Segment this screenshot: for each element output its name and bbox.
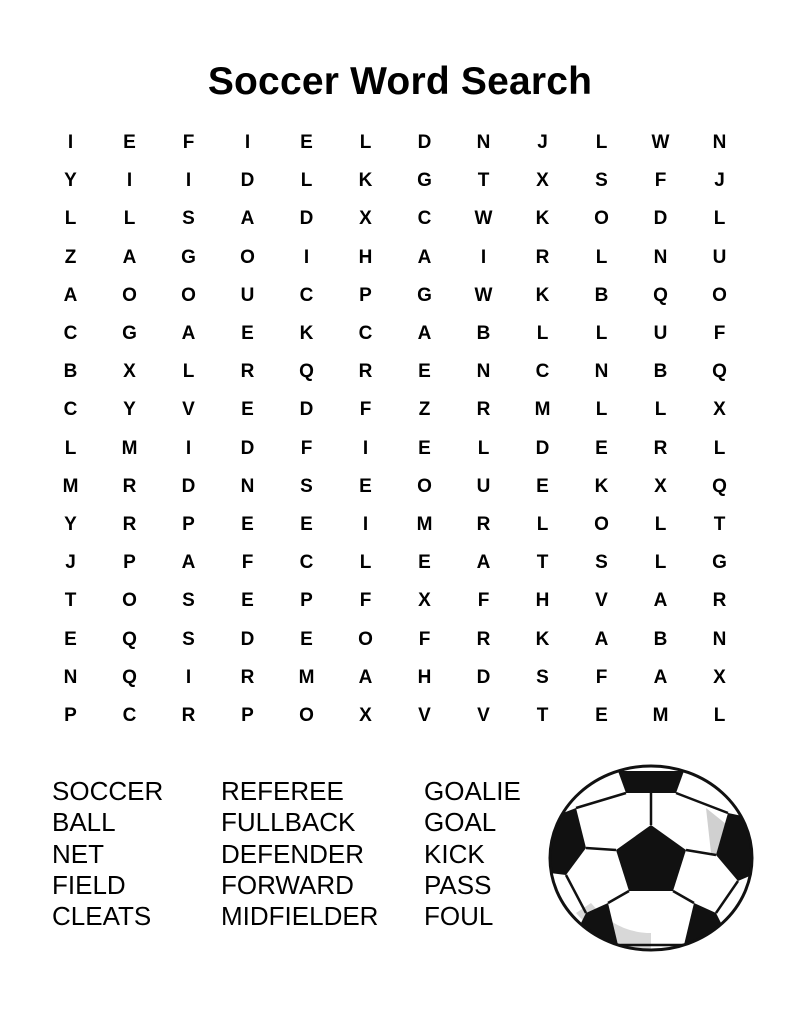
grid-letter: T — [713, 513, 726, 535]
grid-letter: X — [536, 170, 549, 192]
grid-letter: E — [418, 361, 431, 383]
grid-letter: D — [240, 628, 255, 650]
grid-letter: E — [241, 399, 254, 421]
grid-letter: E — [241, 323, 254, 345]
grid-row — [41, 391, 749, 429]
grid-letter: A — [358, 666, 373, 688]
grid-letter: E — [300, 628, 313, 650]
grid-letter: Q — [712, 475, 727, 497]
word-list-item: BALL — [52, 807, 116, 838]
word-list-item: GOAL — [424, 807, 497, 838]
grid-letter: A — [476, 552, 491, 574]
grid-letter: N — [653, 246, 668, 268]
grid-letter: D — [535, 437, 550, 459]
grid-letter: X — [418, 590, 431, 612]
grid-letter: H — [535, 590, 550, 612]
grid-letter: L — [595, 246, 608, 268]
grid-letter: S — [595, 552, 608, 574]
grid-letter: A — [417, 323, 432, 345]
grid-letter: F — [595, 666, 608, 688]
letter-grid — [41, 124, 749, 735]
grid-letter: A — [653, 666, 668, 688]
grid-letter: C — [63, 399, 78, 421]
grid-letter: L — [654, 513, 667, 535]
grid-letter: E — [241, 590, 254, 612]
grid-letter: R — [358, 361, 373, 383]
grid-letter: B — [653, 628, 668, 650]
grid-letter: R — [122, 513, 137, 535]
grid-letter: D — [240, 170, 255, 192]
grid-letter: N — [594, 361, 609, 383]
grid-letter: U — [712, 246, 727, 268]
grid-letter: I — [303, 246, 310, 268]
grid-letter: I — [185, 666, 192, 688]
grid-letter: F — [182, 132, 195, 154]
grid-letter: R — [653, 437, 668, 459]
grid-row — [41, 620, 749, 658]
grid-letter: K — [358, 170, 373, 192]
grid-row — [41, 124, 749, 162]
grid-letter: O — [240, 246, 255, 268]
grid-letter: P — [359, 284, 372, 306]
soccer-ball-icon — [546, 763, 756, 953]
grid-letter: J — [65, 552, 76, 574]
word-list-column-3 — [424, 776, 521, 932]
grid-letter: Q — [122, 628, 137, 650]
grid-letter: A — [181, 552, 196, 574]
grid-letter: A — [63, 284, 78, 306]
grid-letter: E — [300, 132, 313, 154]
grid-letter: L — [359, 132, 372, 154]
grid-letter: M — [298, 666, 315, 688]
grid-letter: Z — [64, 246, 77, 268]
grid-letter: S — [300, 475, 313, 497]
word-list-item: NET — [52, 838, 104, 869]
grid-letter: I — [362, 513, 369, 535]
grid-letter: H — [417, 666, 432, 688]
grid-letter: I — [126, 170, 133, 192]
grid-letter: D — [299, 399, 314, 421]
grid-letter: S — [182, 590, 195, 612]
grid-letter: X — [359, 208, 372, 230]
grid-letter: L — [654, 399, 667, 421]
word-list-item: CLEATS — [52, 901, 152, 932]
grid-letter: X — [713, 666, 726, 688]
grid-row — [41, 697, 749, 735]
grid-letter: S — [182, 628, 195, 650]
grid-letter: L — [536, 513, 549, 535]
word-list-column-1 — [52, 776, 163, 932]
grid-row — [41, 277, 749, 315]
grid-letter: R — [476, 513, 491, 535]
grid-letter: P — [241, 704, 254, 726]
grid-letter: A — [417, 246, 432, 268]
grid-letter: R — [476, 399, 491, 421]
grid-letter: C — [63, 323, 78, 345]
grid-letter: K — [535, 208, 550, 230]
grid-letter: J — [537, 132, 548, 154]
word-list-item: MIDFIELDER — [221, 901, 379, 932]
grid-letter: O — [299, 704, 314, 726]
grid-letter: X — [654, 475, 667, 497]
grid-letter: R — [535, 246, 550, 268]
grid-row — [41, 353, 749, 391]
grid-letter: E — [595, 704, 608, 726]
grid-letter: P — [64, 704, 77, 726]
grid-letter: C — [299, 552, 314, 574]
grid-letter: O — [594, 208, 609, 230]
grid-letter: W — [651, 132, 670, 154]
grid-letter: V — [182, 399, 195, 421]
grid-letter: R — [181, 704, 196, 726]
word-list-item: REFEREE — [221, 776, 344, 806]
grid-letter: L — [713, 704, 726, 726]
grid-letter: L — [359, 552, 372, 574]
page-title: Soccer Word Search — [207, 60, 593, 103]
grid-row — [41, 200, 749, 238]
grid-letter: D — [299, 208, 314, 230]
grid-letter: G — [712, 552, 727, 574]
grid-letter: B — [63, 361, 78, 383]
grid-letter: I — [480, 246, 487, 268]
word-list-item: FORWARD — [221, 869, 354, 900]
word-list-item: KICK — [424, 838, 485, 869]
grid-letter: E — [359, 475, 372, 497]
word-list-item: SOCCER — [52, 776, 164, 806]
grid-letter: R — [476, 628, 491, 650]
grid-letter: T — [536, 552, 549, 574]
grid-letter: A — [240, 208, 255, 230]
grid-letter: P — [123, 552, 136, 574]
grid-letter: O — [181, 284, 196, 306]
grid-row — [41, 659, 749, 697]
grid-letter: A — [653, 590, 668, 612]
grid-letter: O — [122, 284, 137, 306]
grid-letter: L — [595, 323, 608, 345]
grid-letter: T — [536, 704, 549, 726]
grid-letter: E — [64, 628, 77, 650]
grid-letter: I — [185, 170, 192, 192]
grid-letter: L — [64, 437, 77, 459]
grid-letter: T — [64, 590, 77, 612]
grid-letter: F — [241, 552, 254, 574]
grid-letter: F — [477, 590, 490, 612]
grid-letter: Q — [653, 284, 668, 306]
grid-letter: L — [595, 399, 608, 421]
grid-letter: Q — [122, 666, 137, 688]
grid-letter: M — [652, 704, 669, 726]
word-list-item: FOUL — [424, 901, 494, 932]
grid-letter: E — [241, 513, 254, 535]
grid-letter: D — [240, 437, 255, 459]
grid-letter: L — [536, 323, 549, 345]
grid-letter: X — [713, 399, 726, 421]
grid-letter: E — [418, 552, 431, 574]
grid-letter: G — [181, 246, 196, 268]
grid-letter: L — [713, 437, 726, 459]
grid-letter: R — [712, 590, 727, 612]
grid-letter: L — [654, 552, 667, 574]
grid-letter: R — [122, 475, 137, 497]
grid-letter: O — [122, 590, 137, 612]
grid-letter: I — [244, 132, 251, 154]
word-list-item: PASS — [424, 869, 492, 900]
grid-letter: K — [535, 628, 550, 650]
grid-letter: A — [181, 323, 196, 345]
grid-letter: N — [712, 628, 727, 650]
grid-letter: G — [122, 323, 137, 345]
grid-letter: G — [417, 170, 432, 192]
grid-row — [41, 430, 749, 468]
grid-letter: Z — [418, 399, 431, 421]
grid-letter: E — [595, 437, 608, 459]
grid-letter: D — [181, 475, 196, 497]
grid-letter: K — [535, 284, 550, 306]
grid-letter: U — [476, 475, 491, 497]
grid-letter: P — [300, 590, 313, 612]
grid-letter: W — [474, 284, 493, 306]
grid-letter: L — [713, 208, 726, 230]
grid-letter: T — [477, 170, 490, 192]
word-list-column-2 — [221, 776, 378, 932]
grid-letter: N — [240, 475, 255, 497]
grid-letter: B — [476, 323, 491, 345]
grid-letter: U — [240, 284, 255, 306]
grid-row — [41, 544, 749, 582]
grid-letter: K — [594, 475, 609, 497]
grid-row — [41, 506, 749, 544]
grid-letter: V — [477, 704, 490, 726]
grid-letter: E — [418, 437, 431, 459]
grid-row — [41, 239, 749, 277]
word-list-item: FIELD — [52, 869, 126, 900]
grid-letter: Y — [64, 513, 77, 535]
grid-letter: L — [123, 208, 136, 230]
grid-letter: K — [299, 323, 314, 345]
grid-letter: X — [359, 704, 372, 726]
grid-letter: N — [476, 361, 491, 383]
grid-row — [41, 582, 749, 620]
grid-letter: H — [358, 246, 373, 268]
grid-letter: N — [476, 132, 491, 154]
grid-letter: C — [299, 284, 314, 306]
grid-letter: D — [653, 208, 668, 230]
grid-letter: C — [122, 704, 137, 726]
grid-letter: N — [712, 132, 727, 154]
grid-letter: P — [182, 513, 195, 535]
grid-letter: D — [417, 132, 432, 154]
grid-letter: R — [240, 361, 255, 383]
grid-letter: L — [595, 132, 608, 154]
grid-letter: F — [418, 628, 431, 650]
grid-letter: J — [714, 170, 725, 192]
grid-letter: V — [418, 704, 431, 726]
grid-letter: I — [362, 437, 369, 459]
grid-letter: B — [594, 284, 609, 306]
grid-letter: C — [535, 361, 550, 383]
grid-letter: C — [358, 323, 373, 345]
grid-letter: O — [417, 475, 432, 497]
grid-letter: L — [182, 361, 195, 383]
word-list-item: FULLBACK — [221, 807, 356, 838]
grid-letter: S — [536, 666, 549, 688]
grid-letter: O — [712, 284, 727, 306]
grid-letter: E — [536, 475, 549, 497]
grid-letter: W — [474, 208, 493, 230]
grid-letter: E — [123, 132, 136, 154]
grid-letter: L — [477, 437, 490, 459]
grid-letter: F — [300, 437, 313, 459]
grid-letter: Q — [299, 361, 314, 383]
grid-letter: S — [595, 170, 608, 192]
grid-letter: R — [240, 666, 255, 688]
grid-letter: I — [67, 132, 74, 154]
grid-row — [41, 315, 749, 353]
grid-letter: F — [359, 590, 372, 612]
word-list-item: GOALIE — [424, 776, 521, 806]
grid-row — [41, 468, 749, 506]
grid-letter: Q — [712, 361, 727, 383]
grid-letter: U — [653, 323, 668, 345]
grid-letter: V — [595, 590, 608, 612]
grid-letter: L — [64, 208, 77, 230]
grid-letter: L — [300, 170, 313, 192]
grid-letter: C — [417, 208, 432, 230]
grid-letter: M — [416, 513, 433, 535]
grid-letter: O — [358, 628, 373, 650]
grid-letter: F — [654, 170, 667, 192]
grid-letter: I — [185, 437, 192, 459]
grid-letter: Y — [64, 170, 77, 192]
grid-letter: B — [653, 361, 668, 383]
grid-letter: A — [122, 246, 137, 268]
grid-letter: F — [359, 399, 372, 421]
grid-letter: G — [417, 284, 432, 306]
grid-letter: S — [182, 208, 195, 230]
grid-letter: F — [713, 323, 726, 345]
grid-letter: A — [594, 628, 609, 650]
grid-letter: O — [594, 513, 609, 535]
grid-row — [41, 162, 749, 200]
grid-letter: X — [123, 361, 136, 383]
grid-letter: N — [63, 666, 78, 688]
grid-letter: M — [121, 437, 138, 459]
grid-letter: Y — [123, 399, 136, 421]
grid-letter: M — [534, 399, 551, 421]
grid-letter: E — [300, 513, 313, 535]
grid-letter: D — [476, 666, 491, 688]
grid-letter: M — [62, 475, 79, 497]
word-list-item: DEFENDER — [221, 838, 365, 869]
